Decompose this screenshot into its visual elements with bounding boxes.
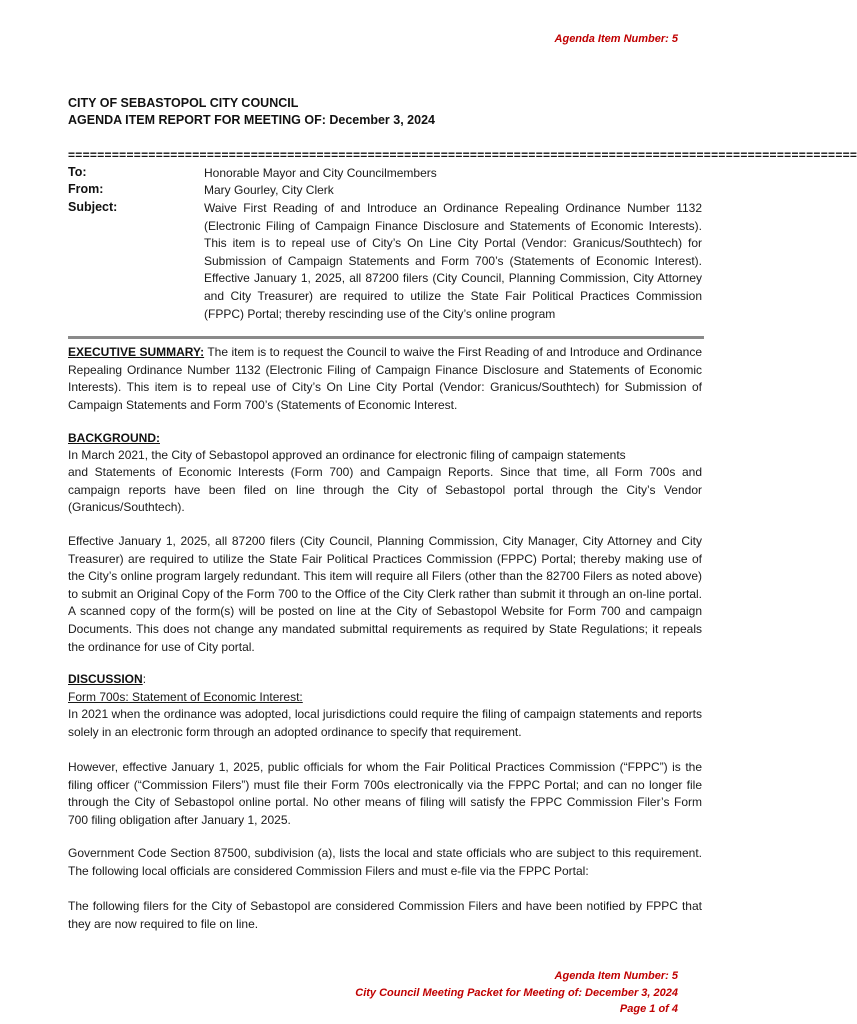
executive-summary-text: The item is to request the Council to waive the First Reading of and Introduce and Ordinance Repealing Ordinance Number 1132 (Electronic Filing of Campaign Finance Disclosure and Statements of Economic Interests). This item is to repeal use of City’s On Line City Portal (Vendor: Granicus/Southtech) for Submission of Campaign Statements and Form 700’s (Statements of Economic Interest. bbox=[68, 345, 702, 412]
background-p1-rest: and Statements of Economic Interests (Form 700) and Campaign Reports. Since that time, all Form 700s and campaign reports have been filed on line through the City of Sebastopol portal through the City’s Vendor (Granicus/Southtech). bbox=[68, 465, 702, 515]
subject-value: Waive First Reading of and Introduce an Ordinance Repealing Ordinance Number 1132 (Electronic Filing of Campaign Finance Disclosure and Statements of Economic Interests). This item is to repeal use of City’s On Line City Portal (Vendor: Granicus/Southtech) for Submission of Campaign Statements and Form 700’s (Statements of Economic Interest). Effective January 1, 2025, all 87200 filers (City Council, Planning Commission, City Attorney and City Treasurer) are required to utilize the State Fair Political Practices Commission (FPPC) Portal; thereby rescinding use of the City’s online program bbox=[204, 201, 702, 321]
to-label: To: bbox=[68, 165, 87, 179]
from-value: Mary Gourley, City Clerk bbox=[204, 183, 334, 197]
background-heading: BACKGROUND: bbox=[68, 431, 160, 445]
subject-label: Subject: bbox=[68, 200, 118, 214]
to-value: Honorable Mayor and City Councilmembers bbox=[204, 166, 437, 180]
background-heading-wrap bbox=[68, 430, 702, 448]
discussion-p3: Government Code Section 87500, subdivision (a), lists the local and state officials who are subject to this requirement. The following local officials are considered Commission Filers and must e-file via the FPPC Portal: bbox=[68, 846, 702, 878]
background-p1-line1: In March 2021, the City of Sebastopol approved an ordinance for electronic filing of campaign statements bbox=[68, 448, 626, 462]
footer-agenda-item: Agenda Item Number: 5 bbox=[554, 970, 678, 982]
discussion-p2: However, effective January 1, 2025, public officials for whom the Fair Political Practices Commission (“FPPC”) is the filing officer (“Commission Filers”) must file their Form 700s electronically via the FPPC Portal; and can no longer file through the City of Sebastopol online portal. No other means of filing will satisfy the FPPC Commission Filer’s Form 700 filing obligation after January 1, 2025. bbox=[68, 760, 702, 827]
council-title: CITY OF SEBASTOPOL CITY COUNCIL bbox=[68, 96, 299, 110]
agenda-item-number-header: Agenda Item Number: 5 bbox=[554, 33, 678, 45]
equals-separator: ============================================================================================================ bbox=[68, 148, 857, 162]
discussion-heading: DISCUSSION bbox=[68, 672, 143, 686]
discussion-p1: In 2021 when the ordinance was adopted, local jurisdictions could require the filing of campaign statements and reports solely in an electronic form through an adopted ordinance to specify that requirement. bbox=[68, 707, 702, 739]
discussion-heading-wrap bbox=[68, 671, 702, 689]
footer-meeting-packet: City Council Meeting Packet for Meeting of: December 3, 2024 bbox=[355, 987, 678, 999]
executive-summary bbox=[68, 344, 702, 414]
discussion-p4: The following filers for the City of Sebastopol are considered Commission Filers and have been notified by FPPC that they are now required to file on line. bbox=[68, 899, 702, 931]
footer-page-number: Page 1 of 4 bbox=[619, 1003, 678, 1015]
meeting-title: AGENDA ITEM REPORT FOR MEETING OF: December 3, 2024 bbox=[68, 113, 435, 127]
from-label: From: bbox=[68, 182, 104, 196]
discussion-colon: : bbox=[142, 672, 147, 686]
section-divider bbox=[68, 336, 704, 339]
executive-summary-heading: EXECUTIVE SUMMARY: bbox=[68, 345, 205, 359]
discussion-subheading: Form 700s: Statement of Economic Interest: bbox=[68, 690, 303, 704]
background-p2: Effective January 1, 2025, all 87200 filers (City Council, Planning Commission, City Manager, City Attorney and City Treasurer) are required to utilize the State Fair Political Practices Commission (FPPC) Portal; thereby making use of the City’s online program largely redundant. This item will require all Filers (other than the 82700 Filers as noted above) to submit an Original Copy of the Form 700 to the Office of the City Clerk rather than submit it through an on-line portal. A scanned copy of the form(s) will be posted on line at the City of Sebastopol Website for Form 700 and campaign Documents. This does not change any mandated submittal requirements as required by State Regulations; it repeals the ordinance for use of City portal. bbox=[68, 534, 702, 654]
